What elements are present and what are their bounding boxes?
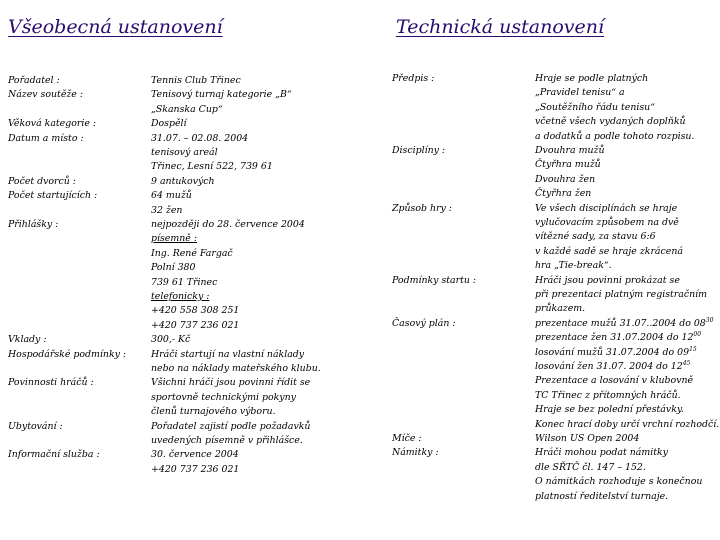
left-value: Tenisový turnaj kategorie „B“	[151, 89, 292, 101]
right-value: Ve všech disciplínách se hraje	[535, 202, 678, 214]
right-label: Námitky :	[392, 447, 439, 459]
right-value: losování mužů 31.07.2004 do $09^{15}$	[535, 345, 697, 358]
left-value: Hráči startují na vlastní náklady	[151, 348, 305, 360]
right-value: a dodatků a podle tohoto rozpisu.	[535, 130, 695, 142]
left-label: Informační služba :	[8, 449, 100, 461]
right-value: vítězné sady, za stavu 6:6	[535, 231, 656, 243]
right-value: včetně všech vydaných doplňků	[535, 116, 686, 128]
right-value: Dvouhra mužů	[535, 145, 605, 156]
right-label: Disciplíny :	[392, 145, 446, 156]
right-value: Čtyřhra mužů	[535, 159, 601, 171]
right-value: průkazem.	[535, 303, 586, 315]
right-value: platností ředitelství turnaje.	[535, 490, 669, 502]
left-value: nebo na náklady mateřského klubu.	[151, 363, 321, 374]
left-label: Vklady :	[8, 334, 47, 346]
right-value: prezentace žen 31.07.2004 do $12^{00}$	[535, 331, 702, 344]
right-value: Hraje se bez polední přestávky.	[535, 404, 684, 416]
right-value: Hráči jsou povinni prokázat se	[535, 274, 680, 286]
right-value: dle SŘTČ čl. 147 – 152.	[535, 461, 646, 473]
left-heading: Všeobecná ustanovení	[8, 16, 223, 38]
right-value: „Soutěžního řádu tenisu“	[535, 101, 655, 113]
left-value: členů turnajového výboru.	[151, 406, 276, 418]
right-value: Dvouhra žen	[535, 173, 596, 185]
left-value: tenisový areál	[151, 147, 218, 158]
left-label: Název soutěže :	[8, 89, 83, 101]
left-value: nejpozději do 28. července 2004	[151, 219, 305, 230]
right-label: Časový plán :	[392, 317, 456, 329]
right-value: Hráči mohou podat námitky	[535, 447, 668, 459]
right-value: O námitkách rozhoduje s konečnou	[535, 476, 703, 488]
right-value: „Pravidel tenisu“ a	[535, 87, 625, 99]
left-value: Třinec, Lesní 522, 739 61	[151, 161, 273, 173]
left-value: Ing. René Fargač	[151, 247, 233, 259]
left-value: +420 737 236 021	[151, 319, 240, 331]
left-value: 30. července 2004	[151, 449, 239, 461]
right-value: hra „Tie-break“.	[535, 260, 612, 272]
right-value: Prezentace a losování v klubovně	[535, 375, 694, 387]
right-label: Podmínky startu :	[392, 274, 477, 286]
left-value: „Skanska Cup“	[151, 103, 223, 115]
left-value: Dospělí	[151, 118, 187, 130]
right-value: prezentace mužů 31.07..2004 do $08^{30}$	[535, 316, 714, 329]
left-label: Ubytování :	[8, 420, 63, 432]
left-label: Věková kategorie :	[8, 118, 97, 130]
left-value: písemně :	[151, 233, 197, 245]
left-label: Počet startujících :	[8, 190, 98, 202]
right-label: Způsob hry :	[392, 202, 452, 214]
left-value: 32 žen	[151, 204, 183, 216]
left-value: Pořadatel zajistí podle požadavků	[151, 420, 311, 432]
right-value: při prezentaci platným registračním	[535, 289, 708, 300]
left-value: 9 antukových	[151, 175, 215, 187]
left-value: sportovně technickými pokyny	[151, 391, 296, 403]
right-value: v každé sadě se hraje zkrácená	[535, 245, 683, 257]
right-value: Konec hrací doby určí vrchní rozhodčí.	[535, 418, 720, 430]
left-value: 739 61 Třinec	[151, 276, 218, 288]
right-value: Hraje se podle platných	[535, 73, 649, 84]
left-value: Polní 380	[151, 262, 196, 274]
right-value: Čtyřhra žen	[535, 188, 592, 200]
left-label: Počet dvorců :	[8, 175, 76, 187]
right-label: Předpis :	[392, 73, 435, 84]
left-label: Datum a místo :	[8, 132, 84, 144]
left-label: Přihlášky :	[8, 219, 59, 230]
left-label: Povinnosti hráčů :	[8, 377, 94, 389]
right-value: TC Třinec z přítomných hráčů.	[535, 389, 681, 401]
left-value: 300,- Kč	[151, 334, 191, 346]
left-value: telefonicky :	[151, 291, 210, 302]
left-label: Pořadatel :	[8, 75, 60, 86]
left-value: 64 mužů	[151, 190, 192, 202]
left-value: +420 558 308 251	[151, 305, 240, 317]
left-value: +420 737 236 021	[151, 463, 240, 475]
left-value: uvedených písemně v přihlášce.	[151, 435, 303, 446]
left-label: Hospodářské podmínky :	[8, 348, 127, 360]
right-value: vylučovacím způsobem na dvě	[535, 217, 679, 228]
right-value: Wilson US Open 2004	[535, 433, 640, 444]
left-value: Tennis Club Třinec	[151, 75, 241, 86]
left-value: 31.07. – 02.08. 2004	[151, 132, 249, 144]
left-value: Všichni hráči jsou povinni řídit se	[151, 377, 311, 389]
right-heading: Technická ustanovení	[396, 16, 605, 38]
right-value: losování žen 31.07. 2004 do $12^{45}$	[535, 359, 691, 372]
right-label: Míče :	[392, 433, 422, 444]
